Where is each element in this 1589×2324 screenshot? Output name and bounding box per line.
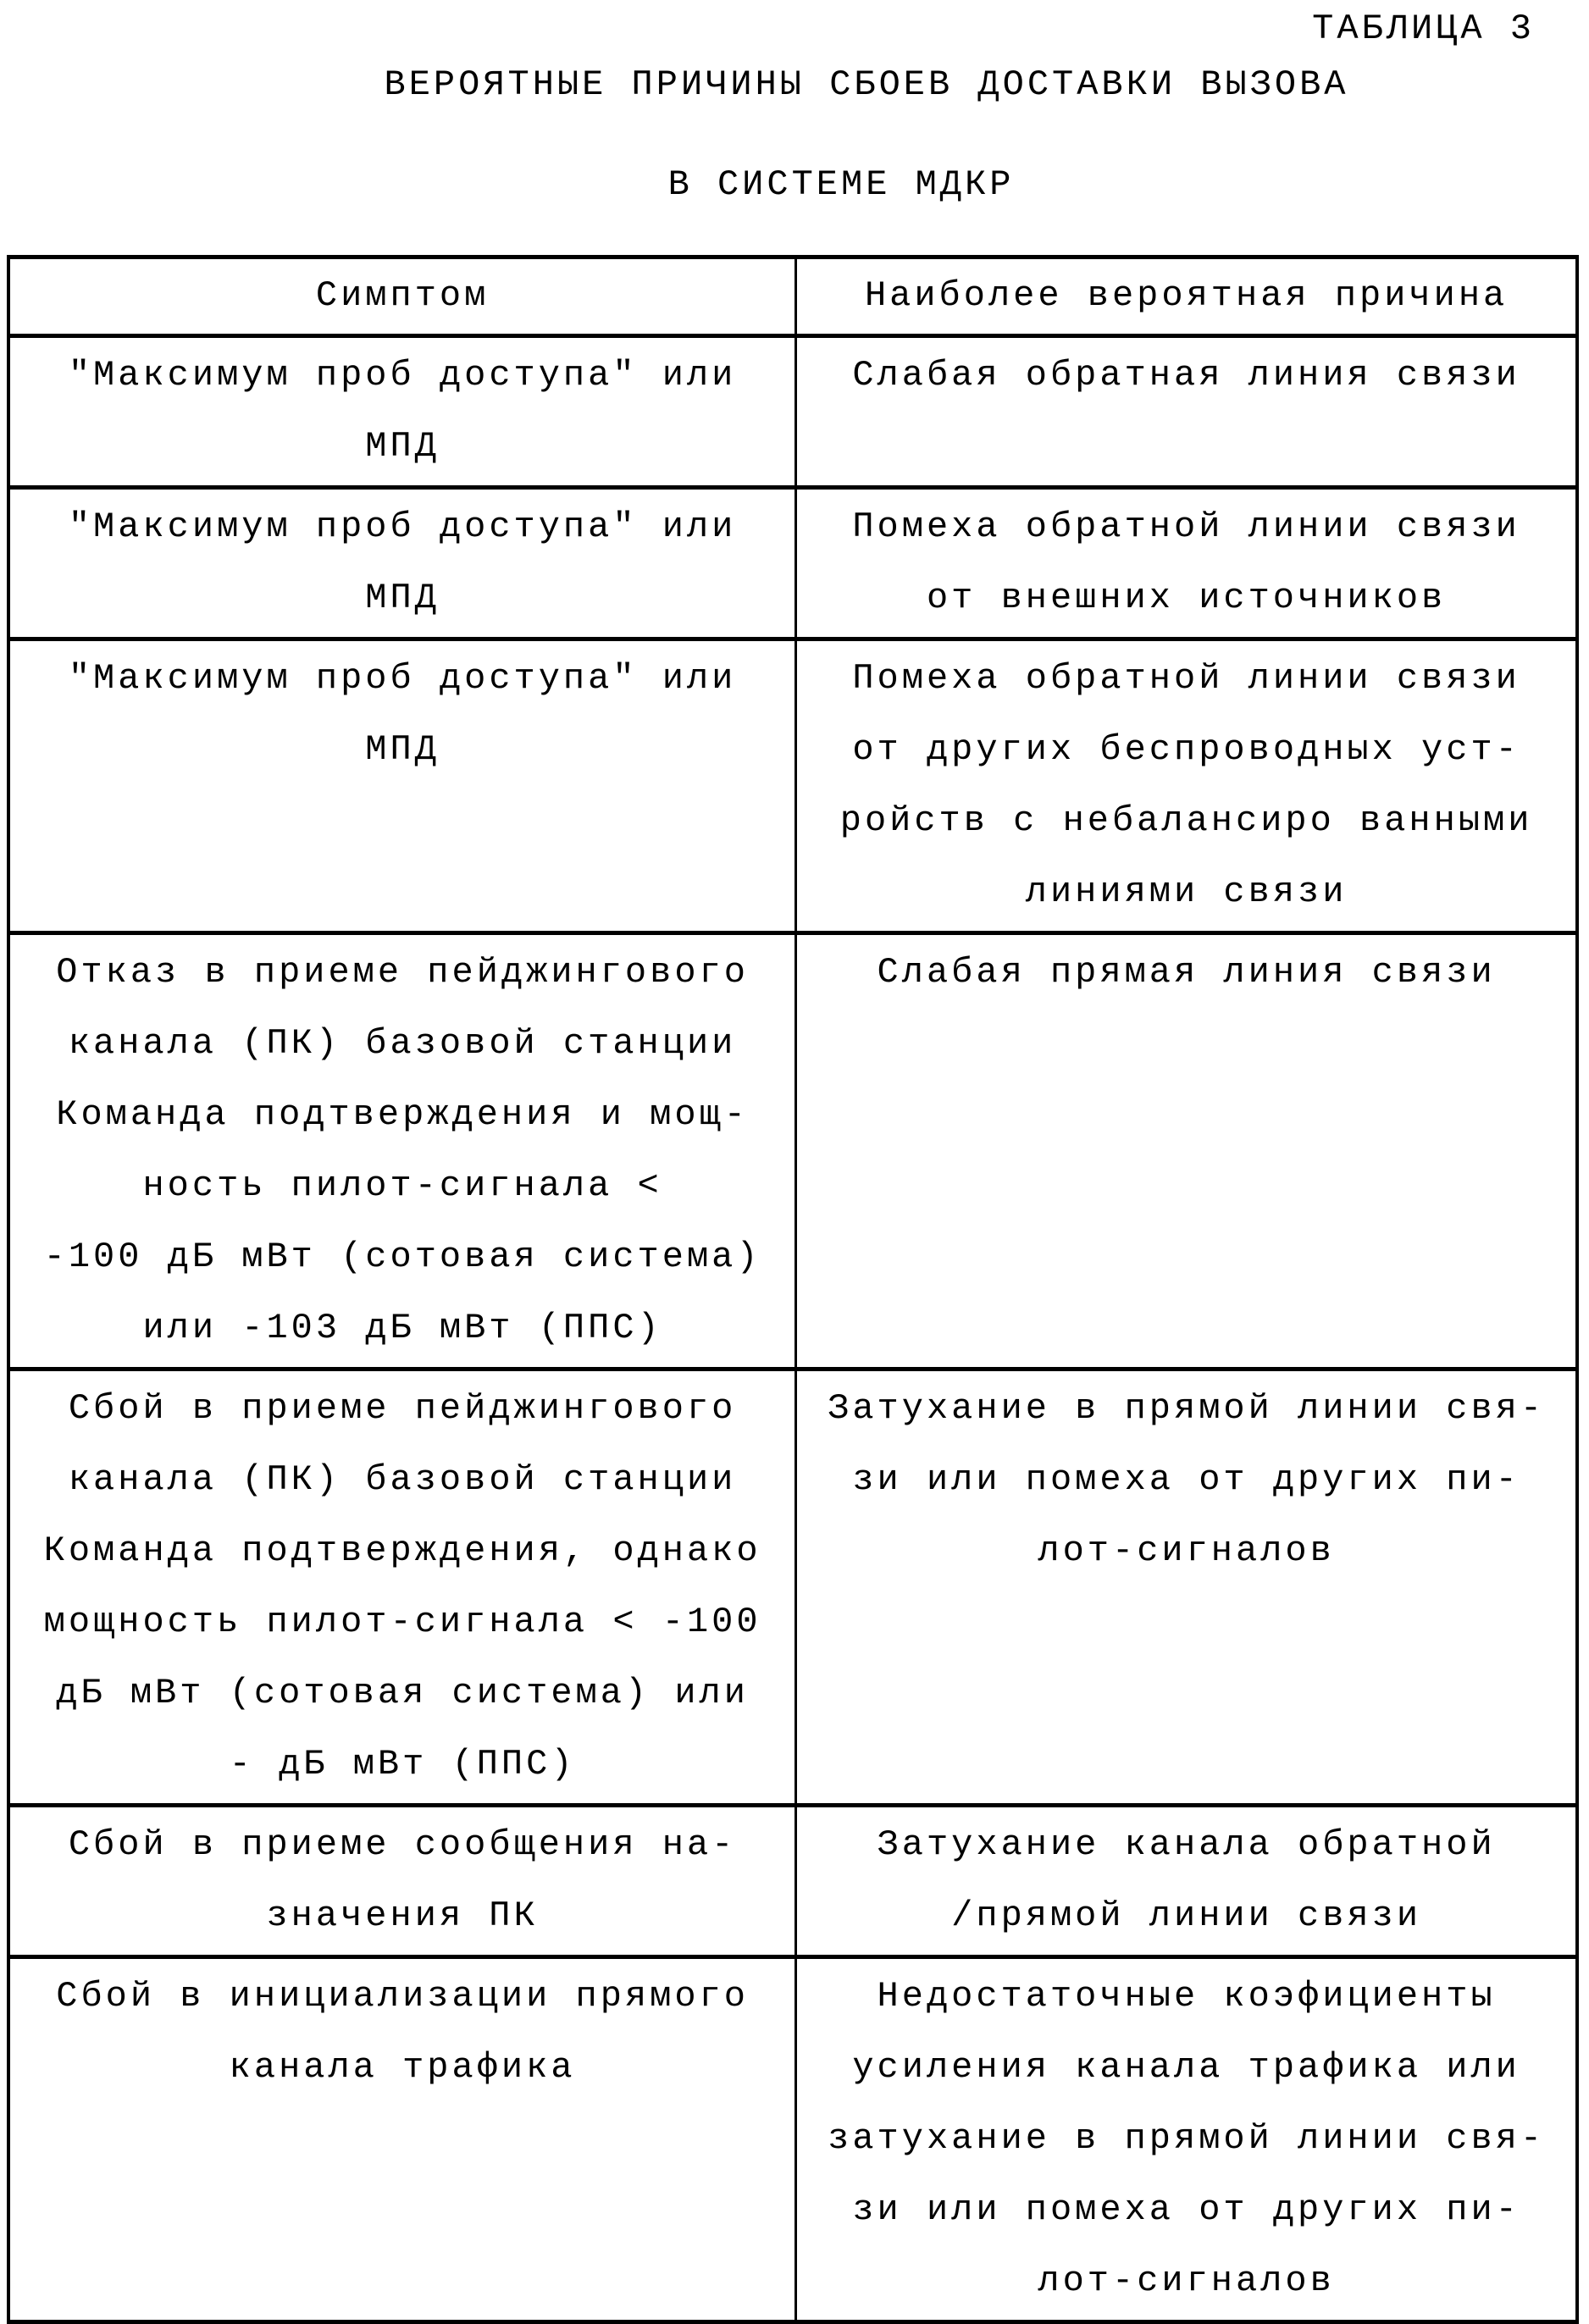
document-title: ВЕРОЯТНЫЕ ПРИЧИНЫ СБОЕВ ДОСТАВКИ ВЫЗОВА [384,64,1349,105]
cause-cell [796,488,1577,639]
cell-line: МПД [365,729,440,770]
cell-line: Сбой в приеме сообщения на- [68,1824,737,1865]
cell-line: Сбой в инициализации прямого [56,1976,749,2017]
cell-line: МПД [365,578,440,618]
cell-line: -100 дБ мВт (сотовая система) [43,1237,761,1277]
document-subtitle: В СИСТЕМЕ МДКР [667,164,1015,205]
symptom-cell [8,639,796,933]
table-number-label: ТАБЛИЦА 3 [1312,8,1535,49]
cell-line: "Максимум проб доступа" или [68,506,737,547]
cell-line: канала (ПК) базовой станции [68,1023,737,1064]
cell-line: - дБ мВт (ППС) [229,1744,576,1784]
column-header-symptom: Симптом [8,257,796,336]
cell-line: линиями связи [1025,872,1348,912]
symptom-cell [8,1370,796,1806]
cell-line: Недостаточные коэфициенты [877,1976,1496,2017]
cell-line: дБ мВт (сотовая система) или [56,1673,749,1713]
symptom-cause-table [7,255,1579,2324]
table-row [8,933,1577,1370]
cell-line: затухание в прямой линии свя- [828,2118,1546,2159]
cell-line: Слабая прямая линия связи [877,952,1496,993]
table-row [8,1370,1577,1806]
cell-line: зи или помеха от других пи- [852,1459,1520,1500]
cell-line: от внешних источников [926,578,1447,618]
cell-line: зи или помеха от других пи- [852,2189,1520,2230]
cell-line: /прямой линии связи [951,1895,1422,1936]
cell-line: лот-сигналов [1038,1530,1335,1571]
cell-line: канала трафика [229,2047,576,2088]
cell-line: Слабая обратная линия связи [852,355,1520,396]
cell-line: Команда подтверждения и мощ- [56,1094,749,1135]
cause-cell [796,336,1577,488]
cell-line: Затухание канала обратной [877,1824,1496,1865]
symptom-cell [8,488,796,639]
symptom-cell [8,1957,796,2322]
table-row [8,488,1577,639]
cell-line: "Максимум проб доступа" или [68,355,737,396]
cell-line: от других беспроводных уст- [852,729,1520,770]
cause-cell [796,933,1577,1370]
cell-line: "Максимум проб доступа" или [68,658,737,699]
table-header-row [8,257,1577,336]
cell-line: Помеха обратной линии связи [852,506,1520,547]
cell-line: или -103 дБ мВт (ППС) [142,1308,662,1348]
table-row [8,336,1577,488]
cell-line: лот-сигналов [1038,2260,1335,2301]
cause-cell [796,1370,1577,1806]
cell-line: Сбой в приеме пейджингового [68,1388,737,1429]
cell-line: мощность пилот-сигнала < -100 [43,1602,761,1642]
cause-cell [796,1957,1577,2322]
cell-line: Отказ в приеме пейджингового [56,952,749,993]
cell-line: канала (ПК) базовой станции [68,1459,737,1500]
cell-line: ройств с небалансиро ванными [839,800,1533,841]
cell-line: усиления канала трафика или [852,2047,1520,2088]
table-row [8,1806,1577,1957]
symptom-cell [8,933,796,1370]
cause-cell [796,639,1577,933]
cell-line: Затухание в прямой линии свя- [828,1388,1546,1429]
cause-cell [796,1806,1577,1957]
cell-line: ность пилот-сигнала < [142,1165,662,1206]
cell-line: Помеха обратной линии связи [852,658,1520,699]
cell-line: МПД [365,426,440,467]
table-row [8,1957,1577,2322]
symptom-cell [8,1806,796,1957]
table-body [8,336,1577,2322]
cell-line: значения ПК [266,1895,539,1936]
symptom-cell [8,336,796,488]
table-row [8,639,1577,933]
cell-line: Команда подтверждения, однако [43,1530,761,1571]
column-header-cause: Наиболее вероятная причина [796,257,1577,336]
